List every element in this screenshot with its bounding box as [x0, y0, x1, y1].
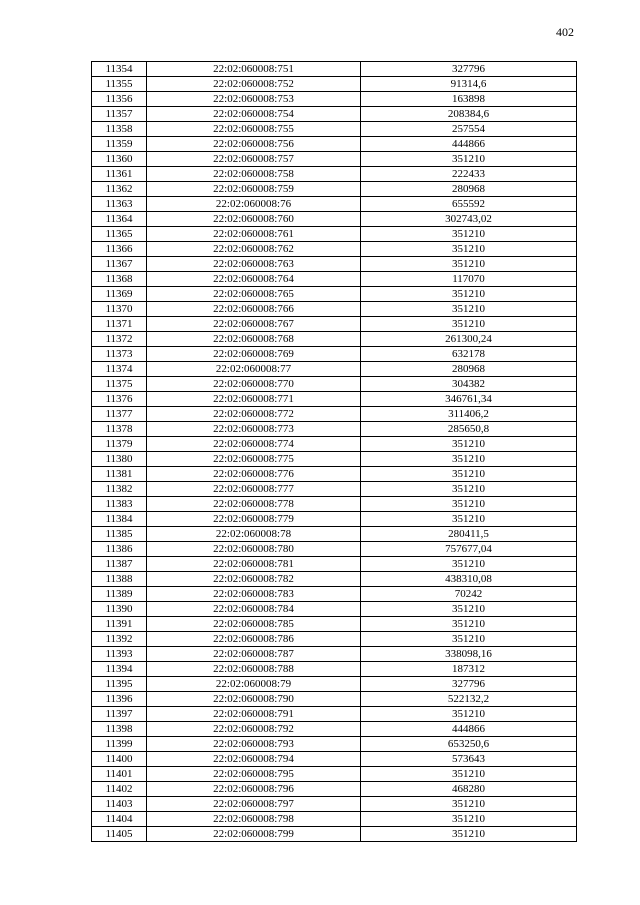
value-cell: 280968 — [361, 362, 577, 377]
cadastral-number-cell: 22:02:060008:756 — [147, 137, 361, 152]
value-cell: 302743,02 — [361, 212, 577, 227]
value-cell: 261300,24 — [361, 332, 577, 347]
table-row — [92, 182, 577, 197]
row-number-cell: 11376 — [92, 392, 147, 407]
value-cell: 351210 — [361, 227, 577, 242]
cadastral-number-cell: 22:02:060008:755 — [147, 122, 361, 137]
table-row — [92, 77, 577, 92]
row-number-cell: 11354 — [92, 62, 147, 77]
row-number-cell: 11390 — [92, 602, 147, 617]
value-cell: 327796 — [361, 62, 577, 77]
row-number-cell: 11364 — [92, 212, 147, 227]
table-row — [92, 572, 577, 587]
cadastral-number-cell: 22:02:060008:799 — [147, 827, 361, 842]
row-number-cell: 11372 — [92, 332, 147, 347]
cadastral-number-cell: 22:02:060008:77 — [147, 362, 361, 377]
cadastral-number-cell: 22:02:060008:796 — [147, 782, 361, 797]
row-number-cell: 11370 — [92, 302, 147, 317]
cadastral-number-cell: 22:02:060008:767 — [147, 317, 361, 332]
table-row — [92, 362, 577, 377]
row-number-cell: 11379 — [92, 437, 147, 452]
table-row — [92, 467, 577, 482]
row-number-cell: 11356 — [92, 92, 147, 107]
value-cell: 285650,8 — [361, 422, 577, 437]
value-cell: 351210 — [361, 302, 577, 317]
table-row — [92, 437, 577, 452]
value-cell: 351210 — [361, 512, 577, 527]
table-row — [92, 212, 577, 227]
cadastral-number-cell: 22:02:060008:779 — [147, 512, 361, 527]
value-cell: 327796 — [361, 677, 577, 692]
value-cell: 187312 — [361, 662, 577, 677]
value-cell: 311406,2 — [361, 407, 577, 422]
row-number-cell: 11388 — [92, 572, 147, 587]
cadastral-number-cell: 22:02:060008:790 — [147, 692, 361, 707]
cadastral-number-cell: 22:02:060008:758 — [147, 167, 361, 182]
row-number-cell: 11369 — [92, 287, 147, 302]
value-cell: 163898 — [361, 92, 577, 107]
cadastral-number-cell: 22:02:060008:797 — [147, 797, 361, 812]
cadastral-value-table — [91, 61, 577, 842]
row-number-cell: 11400 — [92, 752, 147, 767]
table-row — [92, 722, 577, 737]
cadastral-number-cell: 22:02:060008:778 — [147, 497, 361, 512]
cadastral-number-cell: 22:02:060008:787 — [147, 647, 361, 662]
table-row — [92, 302, 577, 317]
value-cell: 257554 — [361, 122, 577, 137]
row-number-cell: 11385 — [92, 527, 147, 542]
value-cell: 338098,16 — [361, 647, 577, 662]
value-cell: 468280 — [361, 782, 577, 797]
value-cell: 351210 — [361, 767, 577, 782]
table-row — [92, 242, 577, 257]
cadastral-number-cell: 22:02:060008:788 — [147, 662, 361, 677]
value-cell: 208384,6 — [361, 107, 577, 122]
row-number-cell: 11398 — [92, 722, 147, 737]
cadastral-number-cell: 22:02:060008:769 — [147, 347, 361, 362]
table-row — [92, 407, 577, 422]
value-cell: 573643 — [361, 752, 577, 767]
table-row — [92, 707, 577, 722]
value-cell: 522132,2 — [361, 692, 577, 707]
row-number-cell: 11392 — [92, 632, 147, 647]
table-row — [92, 497, 577, 512]
table-row — [92, 527, 577, 542]
cadastral-number-cell: 22:02:060008:785 — [147, 617, 361, 632]
table-row — [92, 197, 577, 212]
table-row — [92, 317, 577, 332]
row-number-cell: 11394 — [92, 662, 147, 677]
value-cell: 351210 — [361, 467, 577, 482]
row-number-cell: 11368 — [92, 272, 147, 287]
cadastral-number-cell: 22:02:060008:786 — [147, 632, 361, 647]
table-row — [92, 512, 577, 527]
row-number-cell: 11360 — [92, 152, 147, 167]
table-row — [92, 287, 577, 302]
value-cell: 351210 — [361, 617, 577, 632]
cadastral-number-cell: 22:02:060008:79 — [147, 677, 361, 692]
cadastral-number-cell: 22:02:060008:782 — [147, 572, 361, 587]
cadastral-number-cell: 22:02:060008:783 — [147, 587, 361, 602]
row-number-cell: 11357 — [92, 107, 147, 122]
table-row — [92, 647, 577, 662]
cadastral-number-cell: 22:02:060008:794 — [147, 752, 361, 767]
row-number-cell: 11393 — [92, 647, 147, 662]
row-number-cell: 11404 — [92, 812, 147, 827]
cadastral-number-cell: 22:02:060008:762 — [147, 242, 361, 257]
row-number-cell: 11371 — [92, 317, 147, 332]
value-cell: 351210 — [361, 287, 577, 302]
value-cell: 222433 — [361, 167, 577, 182]
row-number-cell: 11359 — [92, 137, 147, 152]
table-row — [92, 482, 577, 497]
table-row — [92, 602, 577, 617]
value-cell: 351210 — [361, 827, 577, 842]
cadastral-number-cell: 22:02:060008:775 — [147, 452, 361, 467]
row-number-cell: 11361 — [92, 167, 147, 182]
cadastral-number-cell: 22:02:060008:752 — [147, 77, 361, 92]
value-cell: 351210 — [361, 482, 577, 497]
cadastral-number-cell: 22:02:060008:753 — [147, 92, 361, 107]
table-row — [92, 62, 577, 77]
value-cell: 117070 — [361, 272, 577, 287]
table-row — [92, 587, 577, 602]
cadastral-number-cell: 22:02:060008:795 — [147, 767, 361, 782]
cadastral-number-cell: 22:02:060008:776 — [147, 467, 361, 482]
cadastral-number-cell: 22:02:060008:754 — [147, 107, 361, 122]
row-number-cell: 11366 — [92, 242, 147, 257]
cadastral-number-cell: 22:02:060008:777 — [147, 482, 361, 497]
row-number-cell: 11387 — [92, 557, 147, 572]
row-number-cell: 11358 — [92, 122, 147, 137]
table-row — [92, 737, 577, 752]
value-cell: 351210 — [361, 707, 577, 722]
table-row — [92, 422, 577, 437]
value-cell: 91314,6 — [361, 77, 577, 92]
table-row — [92, 392, 577, 407]
cadastral-number-cell: 22:02:060008:781 — [147, 557, 361, 572]
row-number-cell: 11402 — [92, 782, 147, 797]
value-cell: 351210 — [361, 812, 577, 827]
table-row — [92, 752, 577, 767]
value-cell: 655592 — [361, 197, 577, 212]
table-row — [92, 137, 577, 152]
row-number-cell: 11395 — [92, 677, 147, 692]
table-row — [92, 677, 577, 692]
cadastral-number-cell: 22:02:060008:780 — [147, 542, 361, 557]
cadastral-number-cell: 22:02:060008:770 — [147, 377, 361, 392]
row-number-cell: 11377 — [92, 407, 147, 422]
value-cell: 351210 — [361, 497, 577, 512]
table-row — [92, 632, 577, 647]
cadastral-number-cell: 22:02:060008:751 — [147, 62, 361, 77]
value-cell: 280968 — [361, 182, 577, 197]
value-cell: 351210 — [361, 797, 577, 812]
table-row — [92, 347, 577, 362]
cadastral-number-cell: 22:02:060008:760 — [147, 212, 361, 227]
value-cell: 438310,08 — [361, 572, 577, 587]
cadastral-number-cell: 22:02:060008:765 — [147, 287, 361, 302]
row-number-cell: 11375 — [92, 377, 147, 392]
cadastral-number-cell: 22:02:060008:763 — [147, 257, 361, 272]
table-row — [92, 92, 577, 107]
row-number-cell: 11380 — [92, 452, 147, 467]
row-number-cell: 11403 — [92, 797, 147, 812]
row-number-cell: 11365 — [92, 227, 147, 242]
table-row — [92, 782, 577, 797]
value-cell: 757677,04 — [361, 542, 577, 557]
cadastral-number-cell: 22:02:060008:771 — [147, 392, 361, 407]
cadastral-number-cell: 22:02:060008:764 — [147, 272, 361, 287]
value-cell: 346761,34 — [361, 392, 577, 407]
table-row — [92, 797, 577, 812]
row-number-cell: 11383 — [92, 497, 147, 512]
table-row — [92, 767, 577, 782]
table-row — [92, 167, 577, 182]
cadastral-number-cell: 22:02:060008:784 — [147, 602, 361, 617]
row-number-cell: 11397 — [92, 707, 147, 722]
value-cell: 351210 — [361, 602, 577, 617]
row-number-cell: 11389 — [92, 587, 147, 602]
value-cell: 351210 — [361, 257, 577, 272]
table-row — [92, 617, 577, 632]
value-cell: 351210 — [361, 632, 577, 647]
row-number-cell: 11374 — [92, 362, 147, 377]
row-number-cell: 11405 — [92, 827, 147, 842]
value-cell: 70242 — [361, 587, 577, 602]
table-row — [92, 122, 577, 137]
row-number-cell: 11401 — [92, 767, 147, 782]
cadastral-number-cell: 22:02:060008:792 — [147, 722, 361, 737]
value-cell: 632178 — [361, 347, 577, 362]
cadastral-number-cell: 22:02:060008:761 — [147, 227, 361, 242]
table-row — [92, 152, 577, 167]
table-body — [92, 62, 577, 842]
cadastral-number-cell: 22:02:060008:76 — [147, 197, 361, 212]
table-row — [92, 557, 577, 572]
row-number-cell: 11373 — [92, 347, 147, 362]
table-row — [92, 227, 577, 242]
value-cell: 444866 — [361, 722, 577, 737]
cadastral-number-cell: 22:02:060008:774 — [147, 437, 361, 452]
value-cell: 653250,6 — [361, 737, 577, 752]
row-number-cell: 11381 — [92, 467, 147, 482]
table-row — [92, 542, 577, 557]
cadastral-number-cell: 22:02:060008:766 — [147, 302, 361, 317]
row-number-cell: 11384 — [92, 512, 147, 527]
row-number-cell: 11382 — [92, 482, 147, 497]
cadastral-number-cell: 22:02:060008:793 — [147, 737, 361, 752]
table-row — [92, 272, 577, 287]
cadastral-number-cell: 22:02:060008:773 — [147, 422, 361, 437]
row-number-cell: 11399 — [92, 737, 147, 752]
table-row — [92, 827, 577, 842]
cadastral-number-cell: 22:02:060008:772 — [147, 407, 361, 422]
table-row — [92, 107, 577, 122]
cadastral-number-cell: 22:02:060008:768 — [147, 332, 361, 347]
table-row — [92, 257, 577, 272]
row-number-cell: 11396 — [92, 692, 147, 707]
value-cell: 351210 — [361, 452, 577, 467]
value-cell: 351210 — [361, 437, 577, 452]
value-cell: 351210 — [361, 242, 577, 257]
row-number-cell: 11363 — [92, 197, 147, 212]
cadastral-number-cell: 22:02:060008:791 — [147, 707, 361, 722]
value-cell: 304382 — [361, 377, 577, 392]
table-row — [92, 377, 577, 392]
row-number-cell: 11362 — [92, 182, 147, 197]
cadastral-number-cell: 22:02:060008:759 — [147, 182, 361, 197]
cadastral-number-cell: 22:02:060008:798 — [147, 812, 361, 827]
table-row — [92, 332, 577, 347]
row-number-cell: 11367 — [92, 257, 147, 272]
value-cell: 280411,5 — [361, 527, 577, 542]
table-row — [92, 692, 577, 707]
row-number-cell: 11391 — [92, 617, 147, 632]
cadastral-number-cell: 22:02:060008:757 — [147, 152, 361, 167]
row-number-cell: 11386 — [92, 542, 147, 557]
row-number-cell: 11378 — [92, 422, 147, 437]
cadastral-number-cell: 22:02:060008:78 — [147, 527, 361, 542]
table-row — [92, 452, 577, 467]
value-cell: 351210 — [361, 317, 577, 332]
page-number: 402 — [556, 25, 574, 39]
table-row — [92, 812, 577, 827]
table-row — [92, 662, 577, 677]
row-number-cell: 11355 — [92, 77, 147, 92]
value-cell: 444866 — [361, 137, 577, 152]
value-cell: 351210 — [361, 152, 577, 167]
value-cell: 351210 — [361, 557, 577, 572]
